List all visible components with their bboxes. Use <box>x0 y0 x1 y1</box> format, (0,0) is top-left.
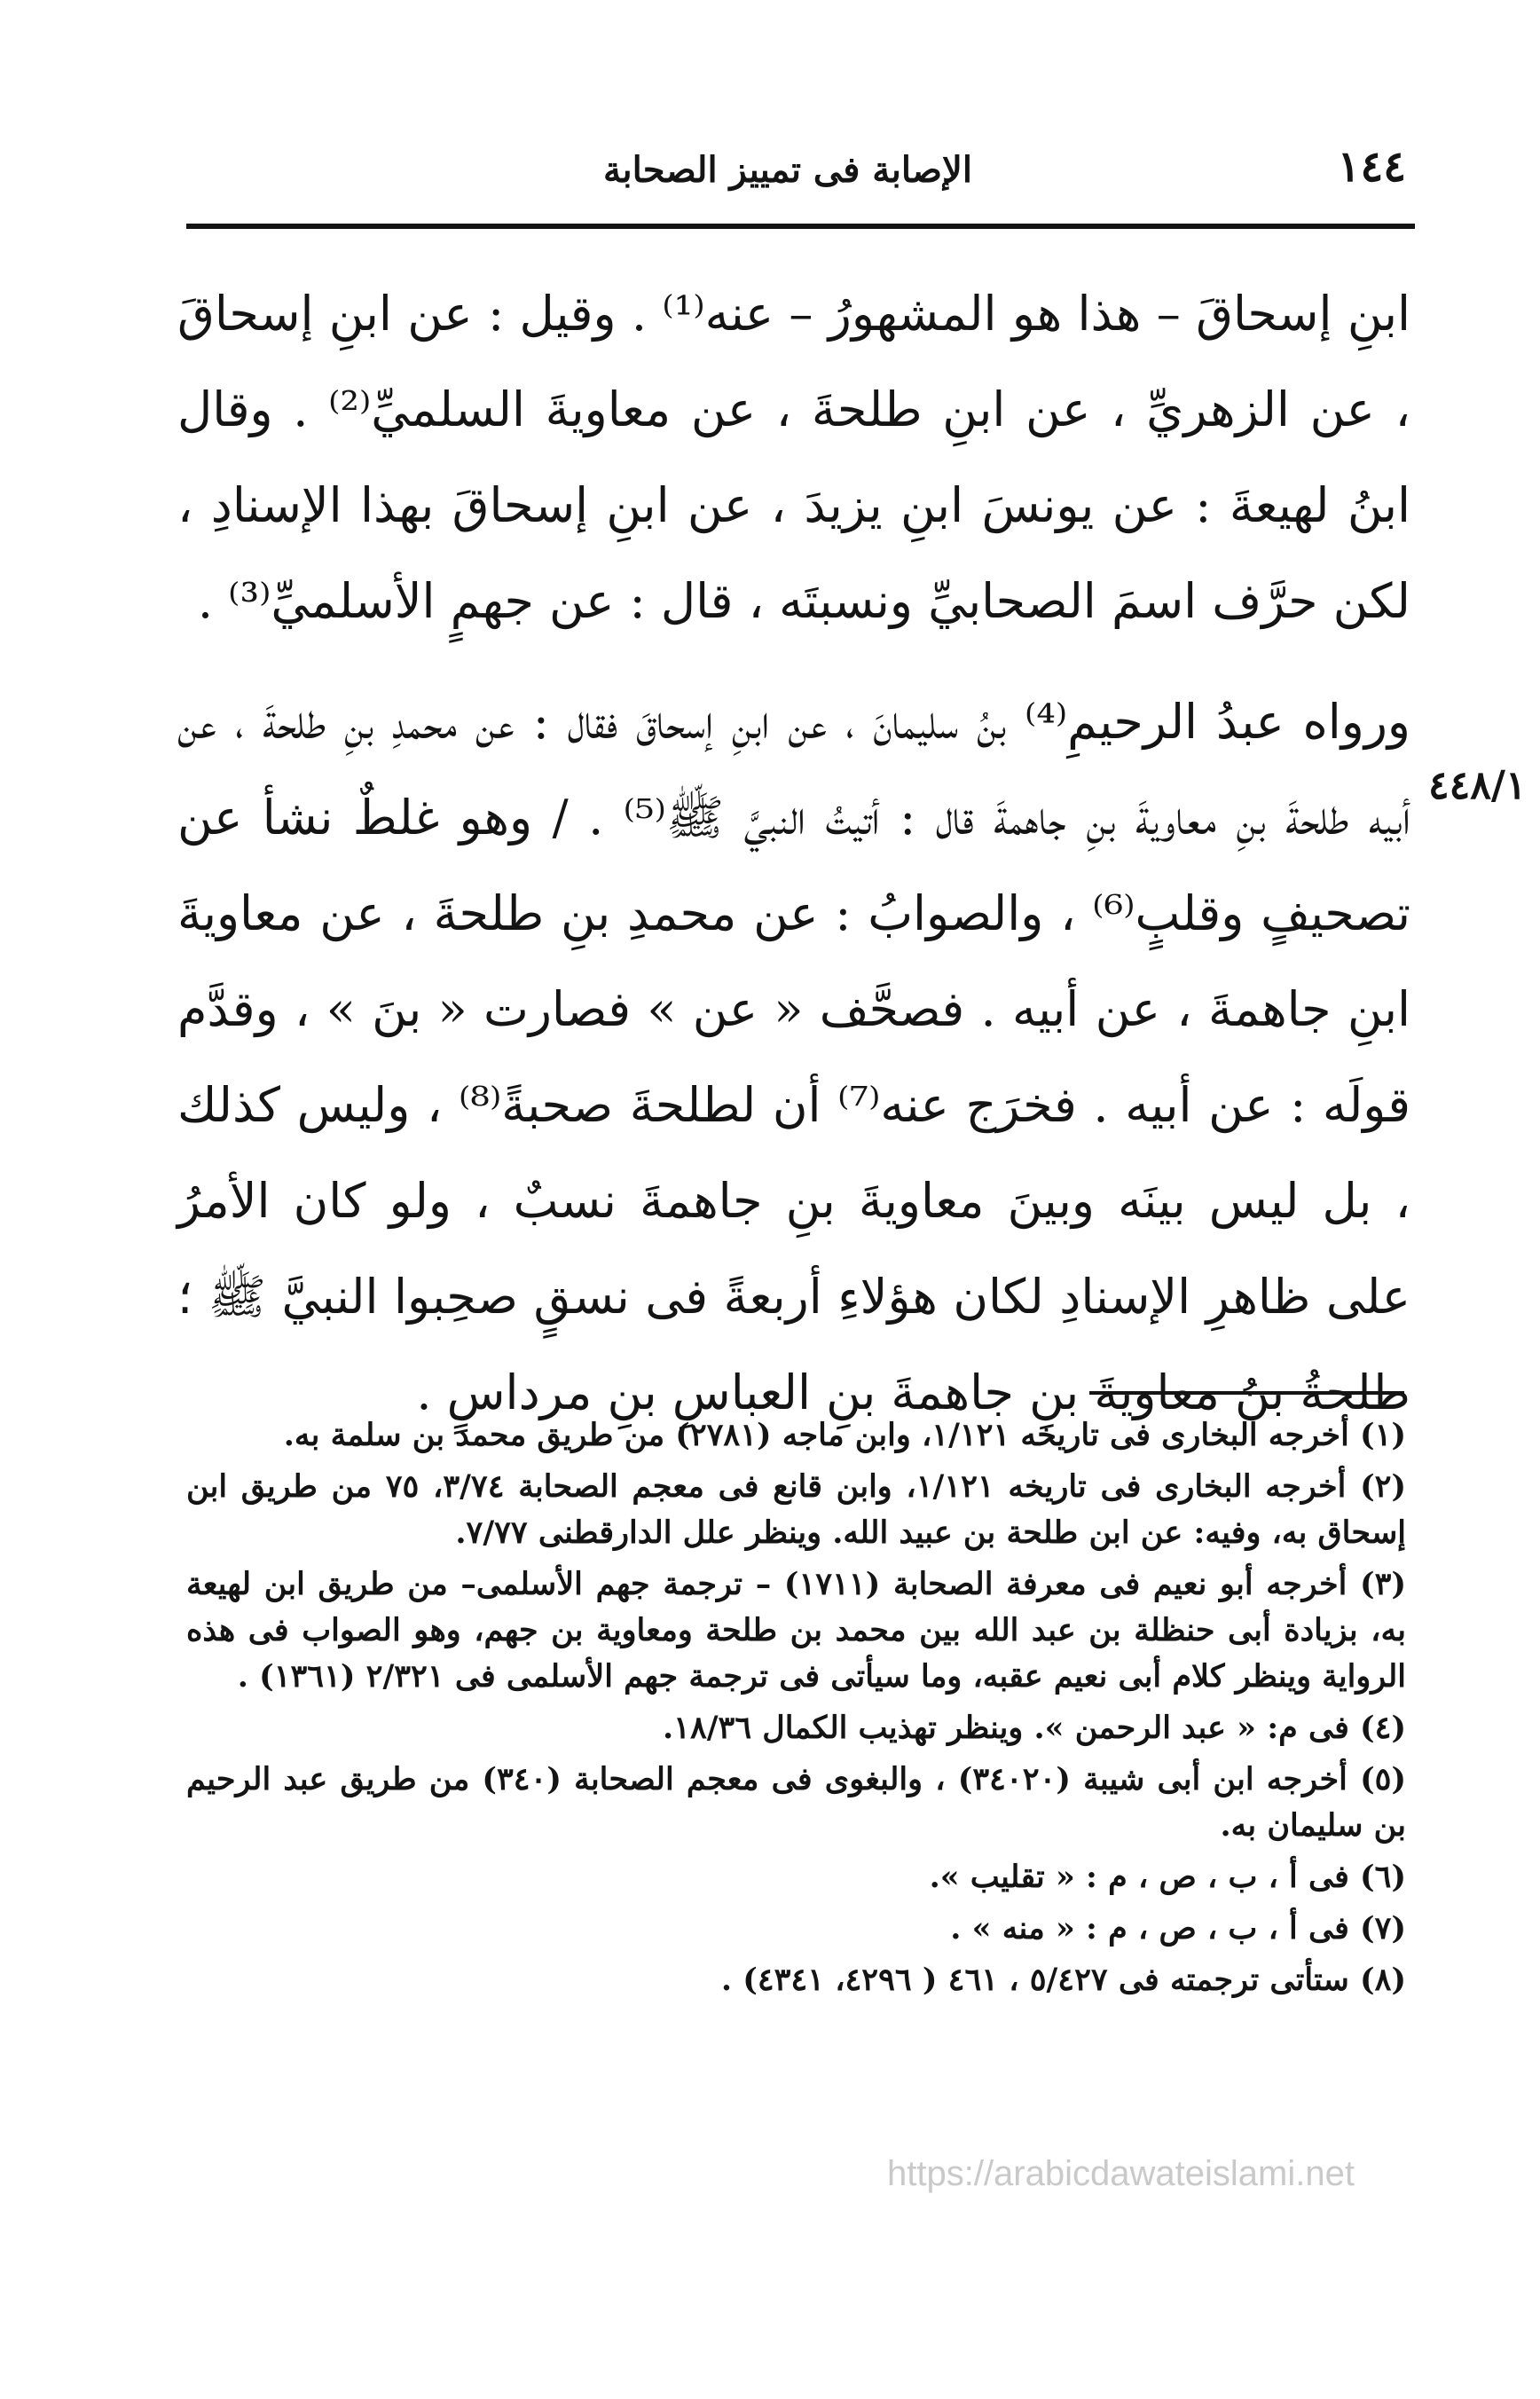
header-rule <box>186 224 1415 229</box>
footnote: (٥) أخرجه ابن أبى شيبة (٣٤٠٢٠) ، والبغوى فى معجم الصحابة (٣٤٠) من طريق عبد الرحيم بن سليمان به. <box>186 1761 1407 1844</box>
paragraph: ابنِ إسحاقَ – هذا هو المشهورُ – عنه⁽¹⁾ . وقيل : عن ابنِ إسحاقَ ، عن الزهريِّ ، عن ابنِ طلحةَ ، عن معاويةَ السلميِّ⁽²⁾ . وقال ابنُ لهيعةَ : عن يونسَ ابنِ يزيدَ ، عن ابنِ إسحاقَ بهذا الإسنادِ ، لكن حرَّف اسمَ الصحابيِّ ونسبتَه ، قال : عن جهمٍ الأسلميِّ⁽³⁾ . <box>177 286 1411 629</box>
footnote: (٤) فى م: « عبد الرحمن ». وينظر تهذيب الكمال ١٨/٣٦. <box>662 1710 1406 1746</box>
page-header <box>186 142 1406 195</box>
footnote: (٦) فى أ ، ب ، ص ، م : « تقليب ». <box>929 1859 1406 1895</box>
watermark-url: https://arabicdawateislami.net <box>887 2154 1355 2193</box>
footnote: (٧) فى أ ، ب ، ص ، م : « منه » . <box>950 1910 1406 1947</box>
footnote: (٣) أخرجه أبو نعيم فى معرفة الصحابة (١٧١١) – ترجمة جهم الأسلمى– من طريق ابن لهيعة به، بزيادة أبى حنظلة بن عبد الله بين محمد بن طلحة ومعاوية بن جهم، وهو الصواب فى هذه الرواية وينظر كلام أبى نعيم عقبه، وما سيأتى فى ترجمة جهم الأسلمى فى ٢/٣٢١ (١٣٦١) . <box>186 1566 1406 1695</box>
footnote: (٢) أخرجه البخارى فى تاريخه ١/١٢١، وابن قانع فى معجم الصحابة ٣/٧٤، ٧٥ من طريق ابن إسحاق به، وفيه: عن ابن طلحة بن عبيد الله. وينظر علل الدارقطنى ٧/٧٧. <box>186 1468 1407 1551</box>
paragraph: ورواه عبدُ الرحيمِ⁽⁴⁾ بنُ سليمانَ ، عن ابنِ إسحاقَ فقال : عن محمدِ بنِ طلحةَ ، عن أبيه طلحةَ بنِ معاويةَ بنِ جاهمةَ قال : أتيتُ النبيَّ ﷺ⁽⁵⁾ . / وهو غلطٌ نشأ عن تصحيفٍ وقلبٍ⁽⁶⁾ ، والصوابُ : عن محمدِ بنِ طلحةَ ، عن معاويةَ ابنِ جاهمةَ ، عن أبيه . فصحَّف « عن » فصارت « بنَ » ، وقدَّم قولَه : عن أبيه . فخرَج عنه⁽⁷⁾ أن لطلحةَ صحبةً⁽⁸⁾ ، وليس كذلك ، بل ليس بينَه وبينَ معاويةَ بنِ جاهمةَ نسبٌ ، ولو كان الأمرُ على ظاهرِ الإسنادِ لكان هؤلاءِ أربعةً فى نسقٍ صحِبوا النبيَّ ﷺ ؛ طلحةُ بنُ معاويةَ بنِ جاهمةَ بنِ العباسِ بنِ مرداسٍ . <box>177 694 1411 1420</box>
margin-reference: ٤٤٨/١ <box>1428 763 1527 808</box>
footnote: (١) أخرجه البخارى فى تاريخه ١/١٢١، وابن ماجه (٢٧٨١) من طريق محمد بن سلمة به. <box>283 1417 1406 1453</box>
footnotes <box>186 1412 1406 2009</box>
running-title: الإصابة فى تمييز الصحابة <box>603 149 972 191</box>
footnote-rule <box>1089 1391 1404 1395</box>
footnote: (٨) ستأتى ترجمته فى ٥/٤٢٧ ، ٤٦١ ( ٤٢٩٦، ٤٣٤١) . <box>720 1962 1406 1998</box>
page-number: ١٤٤ <box>1337 142 1406 192</box>
main-text <box>177 266 1410 1441</box>
